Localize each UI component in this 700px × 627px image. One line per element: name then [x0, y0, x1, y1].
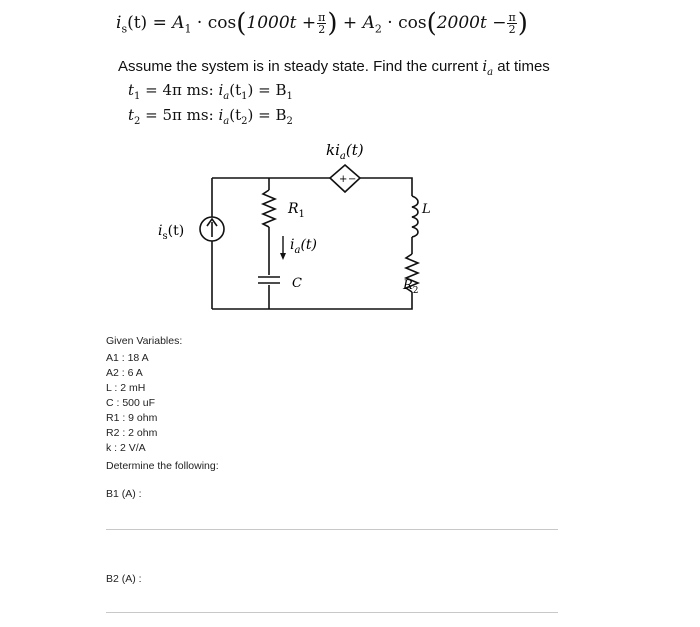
- current-source: [200, 217, 224, 241]
- ia-arrow: [280, 236, 286, 260]
- given-k: k : 2 V/A: [106, 442, 146, 454]
- given-a1: A1 : 18 A: [106, 352, 149, 364]
- source-equation: $i_s(t) = A_1 \cdot \cos(1000t$ + $\frac{\pi}{2}$ ) + $A_2 \cdot \cos(2000t$ − $\frac{\pi}{2}$ ): [116, 8, 528, 39]
- b2-answer-field[interactable]: [106, 612, 558, 613]
- given-a2: A2 : 6 A: [106, 367, 143, 379]
- time-2-line: $t_2 = 5\pi$ ms: $i_a(t_2) = B_2$: [128, 106, 293, 127]
- given-r1: R1 : 9 ohm: [106, 412, 158, 424]
- inductor-coil: [412, 196, 418, 237]
- r1-label: $R_1$: [288, 201, 305, 220]
- problem-statement: Assume the system is in steady state. Find the current $i_a$ at times: [118, 57, 550, 78]
- ia-label: $i_a(t)$: [290, 237, 318, 256]
- given-c: C : 500 uF: [106, 397, 156, 409]
- b2-label: B2 (A) :: [106, 573, 142, 585]
- given-r2: R2 : 2 ohm: [106, 427, 158, 439]
- l-label: L: [422, 202, 431, 217]
- wire-bottom: [212, 300, 412, 309]
- b1-label: B1 (A) :: [106, 488, 142, 500]
- time-1-line: $t_1 = 4\pi$ ms: $i_a(t_1) = B_1$: [128, 81, 293, 102]
- source-label: $i_s(t)$: [158, 223, 185, 242]
- wire-top-right: [360, 178, 412, 196]
- dep-source-plus: +: [339, 174, 348, 185]
- r1-resistor: [263, 190, 275, 227]
- dependent-voltage-source: [330, 165, 360, 192]
- given-heading: Given Variables:: [106, 335, 183, 347]
- b1-answer-field[interactable]: [106, 529, 558, 530]
- dep-source-label: $ki_a(t)$: [326, 141, 364, 162]
- c-label: C: [292, 276, 302, 291]
- given-l: L : 2 mH: [106, 382, 146, 394]
- r2-label: $R_2$: [403, 278, 419, 296]
- dep-source-minus: −: [348, 174, 357, 185]
- determine-heading: Determine the following:: [106, 460, 219, 472]
